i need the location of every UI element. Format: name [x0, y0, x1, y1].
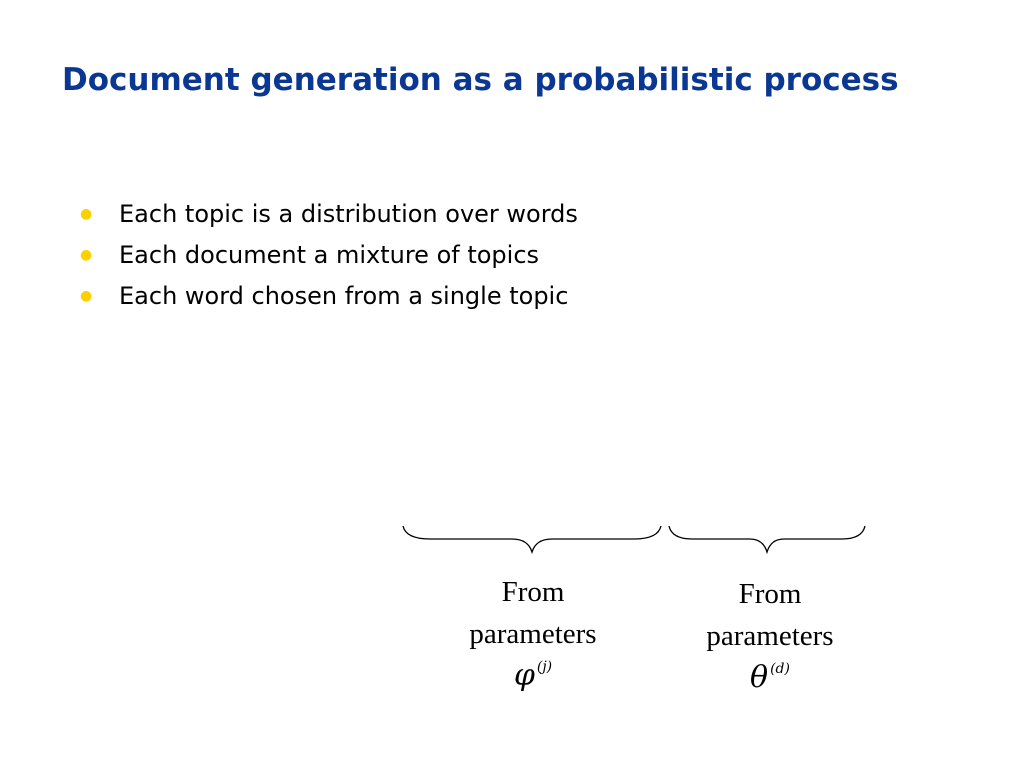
bullet-text: Each word chosen from a single topic: [119, 282, 569, 310]
curly-brace-right: [666, 520, 868, 560]
bullet-text: Each document a mixture of topics: [119, 241, 540, 269]
list-item: [80, 241, 578, 282]
annotation-line1: From: [738, 578, 802, 610]
bullet-list: [80, 200, 578, 323]
parameter-symbol-row: [433, 655, 633, 702]
bullet-dot-icon: ●: [80, 288, 93, 304]
annotation-line2: parameters: [469, 618, 597, 650]
list-item: [80, 282, 578, 323]
annotation-theta: [670, 573, 870, 704]
list-item: [80, 200, 578, 241]
slide-title: Document generation as a probabilistic process: [62, 62, 899, 98]
curly-brace-left: [400, 520, 664, 560]
annotation-line2: parameters: [706, 620, 834, 652]
theta-superscript: (d): [770, 661, 790, 677]
phi-symbol: φ: [513, 658, 535, 693]
parameter-symbol-row: [670, 657, 870, 704]
annotation-phi: [433, 571, 633, 702]
bullet-text: Each topic is a distribution over words: [119, 200, 578, 228]
annotation-line1: From: [501, 576, 565, 608]
bullet-dot-icon: ●: [80, 206, 93, 222]
bullet-dot-icon: ●: [80, 247, 93, 263]
theta-symbol: θ: [750, 660, 769, 695]
phi-superscript: (j): [536, 659, 553, 675]
